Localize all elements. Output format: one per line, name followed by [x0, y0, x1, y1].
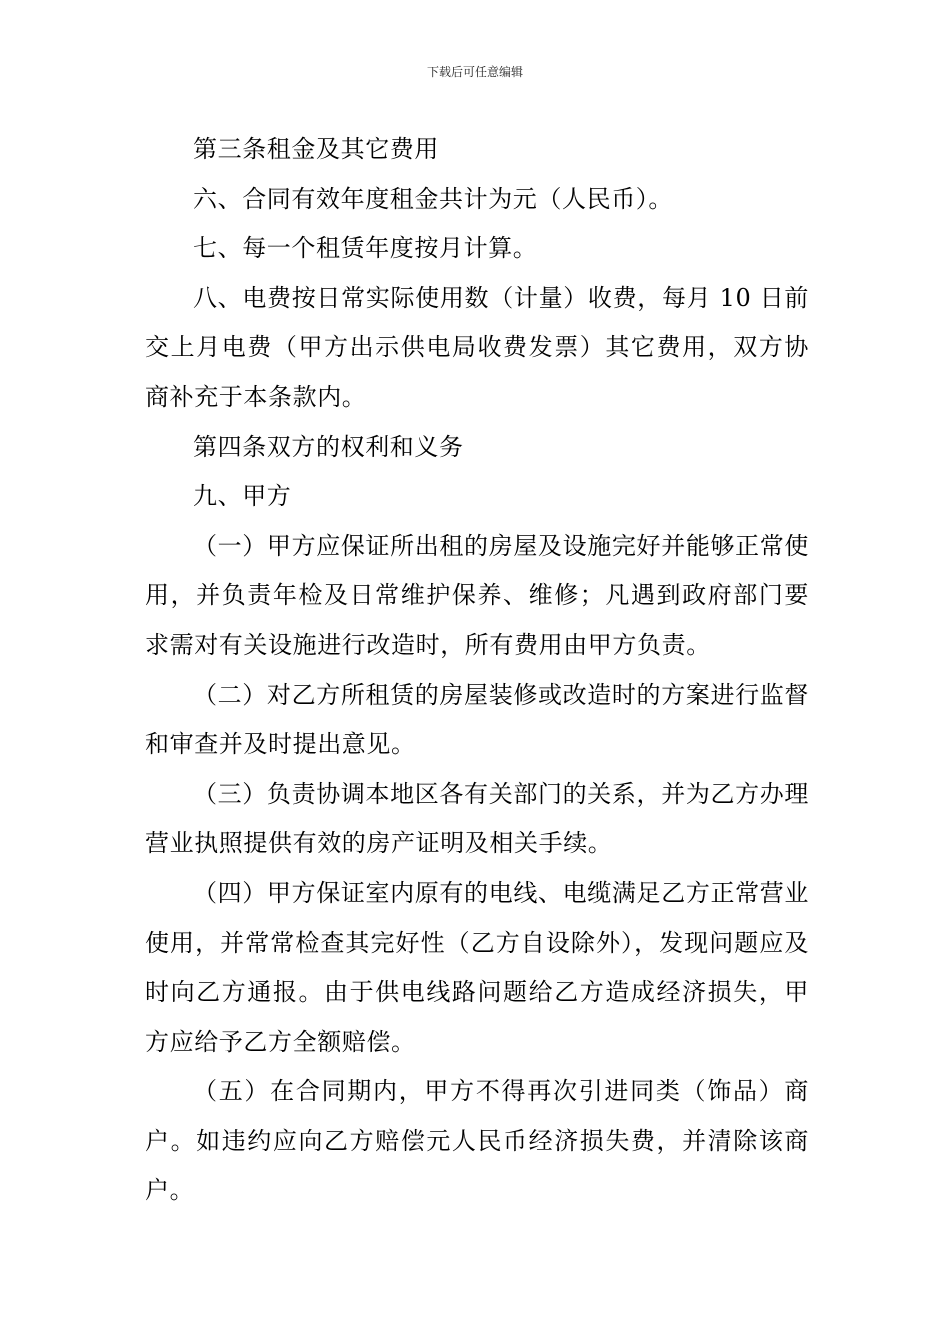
- clause-9-item-1: （一）甲方应保证所出租的房屋及设施完好并能够正常使用，并负责年检及日常维护保养、维修；凡遇到政府部门要求需对有关设施进行改造时，所有费用由甲方负责。: [145, 531, 809, 659]
- clause-9-item-5: （五）在合同期内，甲方不得再次引进同类（饰品）商户。如违约应向乙方赔偿元人民币经济损失费，并清除该商户。: [145, 1077, 809, 1205]
- clause-9-item-2: （二）对乙方所租赁的房屋装修或改造时的方案进行监督和审查并及时提出意见。: [145, 680, 809, 759]
- clause-6: 六、合同有效年度租金共计为元（人民币）。: [193, 184, 673, 213]
- article-4-heading: 第四条双方的权利和义务: [193, 432, 464, 461]
- clause-7: 七、每一个租赁年度按月计算。: [193, 234, 538, 263]
- page-header: 下载后可任意编辑: [426, 65, 523, 79]
- article-3-heading: 第三条租金及其它费用: [193, 135, 439, 163]
- document-body: [145, 125, 809, 1216]
- clause-9-heading: 九、甲方: [193, 482, 292, 511]
- clause-9-item-3: （三）负责协调本地区各有关部门的关系，并为乙方办理营业执照提供有效的房产证明及相关手续。: [145, 779, 809, 858]
- clause-8: 八、电费按日常实际使用数（计量）收费，每月 10 日前交上月电费（甲方出示供电局收费发票）其它费用，双方协商补充于本条款内。: [145, 283, 809, 411]
- clause-9-item-4: （四）甲方保证室内原有的电线、电缆满足乙方正常营业使用，并常常检查其完好性（乙方自设除外），发现问题应及时向乙方通报。由于供电线路问题给乙方造成经济损失，甲方应给予乙方全额赔偿。: [145, 878, 809, 1056]
